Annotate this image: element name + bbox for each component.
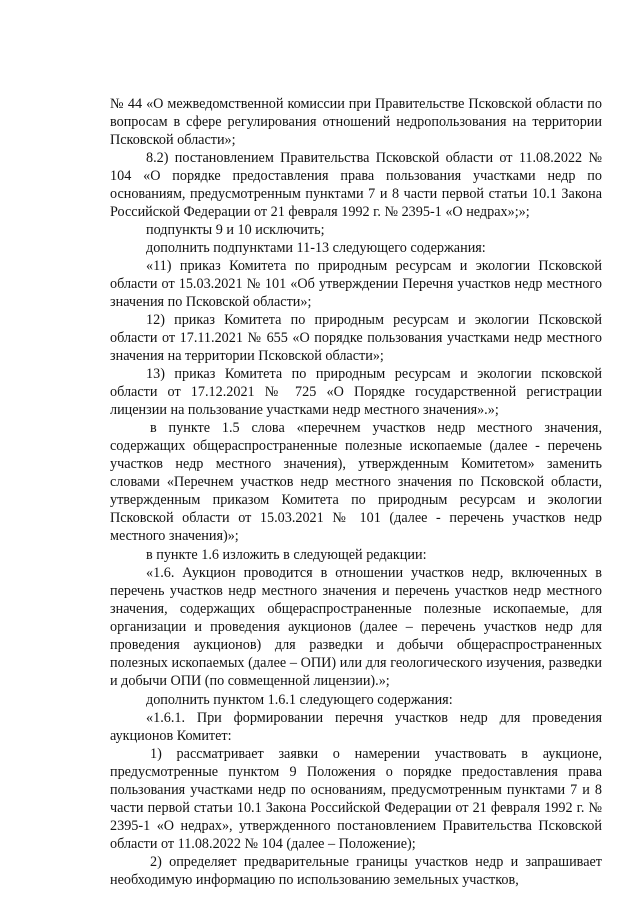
paragraph-3: подпункты 9 и 10 исключить; bbox=[146, 222, 325, 238]
paragraph-7: 13) приказ Комитета по природным ресурсам и экологии псковской области от 17.12.2021 № 725 «О Порядке государственной регистрации лицензии на пользование участками недр местного значения».»; bbox=[110, 366, 602, 419]
paragraph-9: в пункте 1.6 изложить в следующей редакции: bbox=[146, 547, 427, 563]
paragraph-1: № 44 «О межведомственной комиссии при Правительстве Псковской области по вопросам в сфере регулирования отношений недропользования на территории Псковской области»; bbox=[110, 96, 602, 149]
paragraph-11: дополнить пунктом 1.6.1 следующего содержания: bbox=[146, 692, 453, 708]
paragraph-6: 12) приказ Комитета по природным ресурсам и экологии Псковской области от 17.11.2021 № 655 «О порядке пользования участками недр местного значения на территории Псковской области»; bbox=[110, 312, 602, 365]
paragraph-10: «1.6. Аукцион проводится в отношении участков недр, включенных в перечень участков недр местного значения и перечень участков недр местного значения, содержащих общераспространенные полезные ископаемые, для организации и проведения аукционов (далее – перечень участков недр для проведения аукционов) для разведки и добычи общераспространенных полезных ископаемых (далее – ОПИ) или для геологического изучения, разведки и добычи ОПИ (по совмещенной лицензии).»; bbox=[110, 565, 602, 690]
paragraph-13: 1) рассматривает заявки о намерении участвовать в аукционе, предусмотренные пунктом 9 Положения о порядке предоставления права пользования участками недр по основаниям, предусмотренным пунктами 7 и 8 части первой статьи 10.1 Закона Российской Федерации от 21 февраля 1992 г. № 2395-1 «О недрах», утвержденного постановлением Правительства Псковской области от 11.08.2022 № 104 (далее – Положение); bbox=[110, 746, 602, 853]
paragraph-2: 8.2) постановлением Правительства Псковской области от 11.08.2022 № 104 «О порядке предоставления права пользования участками недр по основаниям, предусмотренным пунктами 7 и 8 части первой статьи 10.1 Закона Российской Федерации от 21 февраля 1992 г. № 2395-1 «О недрах»;»; bbox=[110, 150, 602, 221]
paragraph-12: «1.6.1. При формировании перечня участков недр для проведения аукционов Комитет: bbox=[110, 710, 602, 745]
paragraph-8: в пункте 1.5 слова «перечнем участков недр местного значения, содержащих общераспространенные полезные ископаемые (далее - перечень участков недр местного значения), утвержденным Комитетом» заменить словами «Перечнем участков недр местного значения по Псковской области, утвержденным приказом Комитета по природным ресурсам и экологии Псковской области от 15.03.2021 № 101 (далее - перечень участков недр местного значения)»; bbox=[110, 420, 602, 545]
paragraph-4: дополнить подпунктами 11-13 следующего содержания: bbox=[146, 240, 486, 256]
paragraph-14: 2) определяет предварительные границы участков недр и запрашивает необходимую информацию по использованию земельных участков, bbox=[110, 854, 602, 889]
paragraph-5: «11) приказ Комитета по природным ресурсам и экологии Псковской области от 15.03.2021 № 101 «Об утверждении Перечня участков недр местного значения по Псковской области»; bbox=[110, 258, 602, 311]
